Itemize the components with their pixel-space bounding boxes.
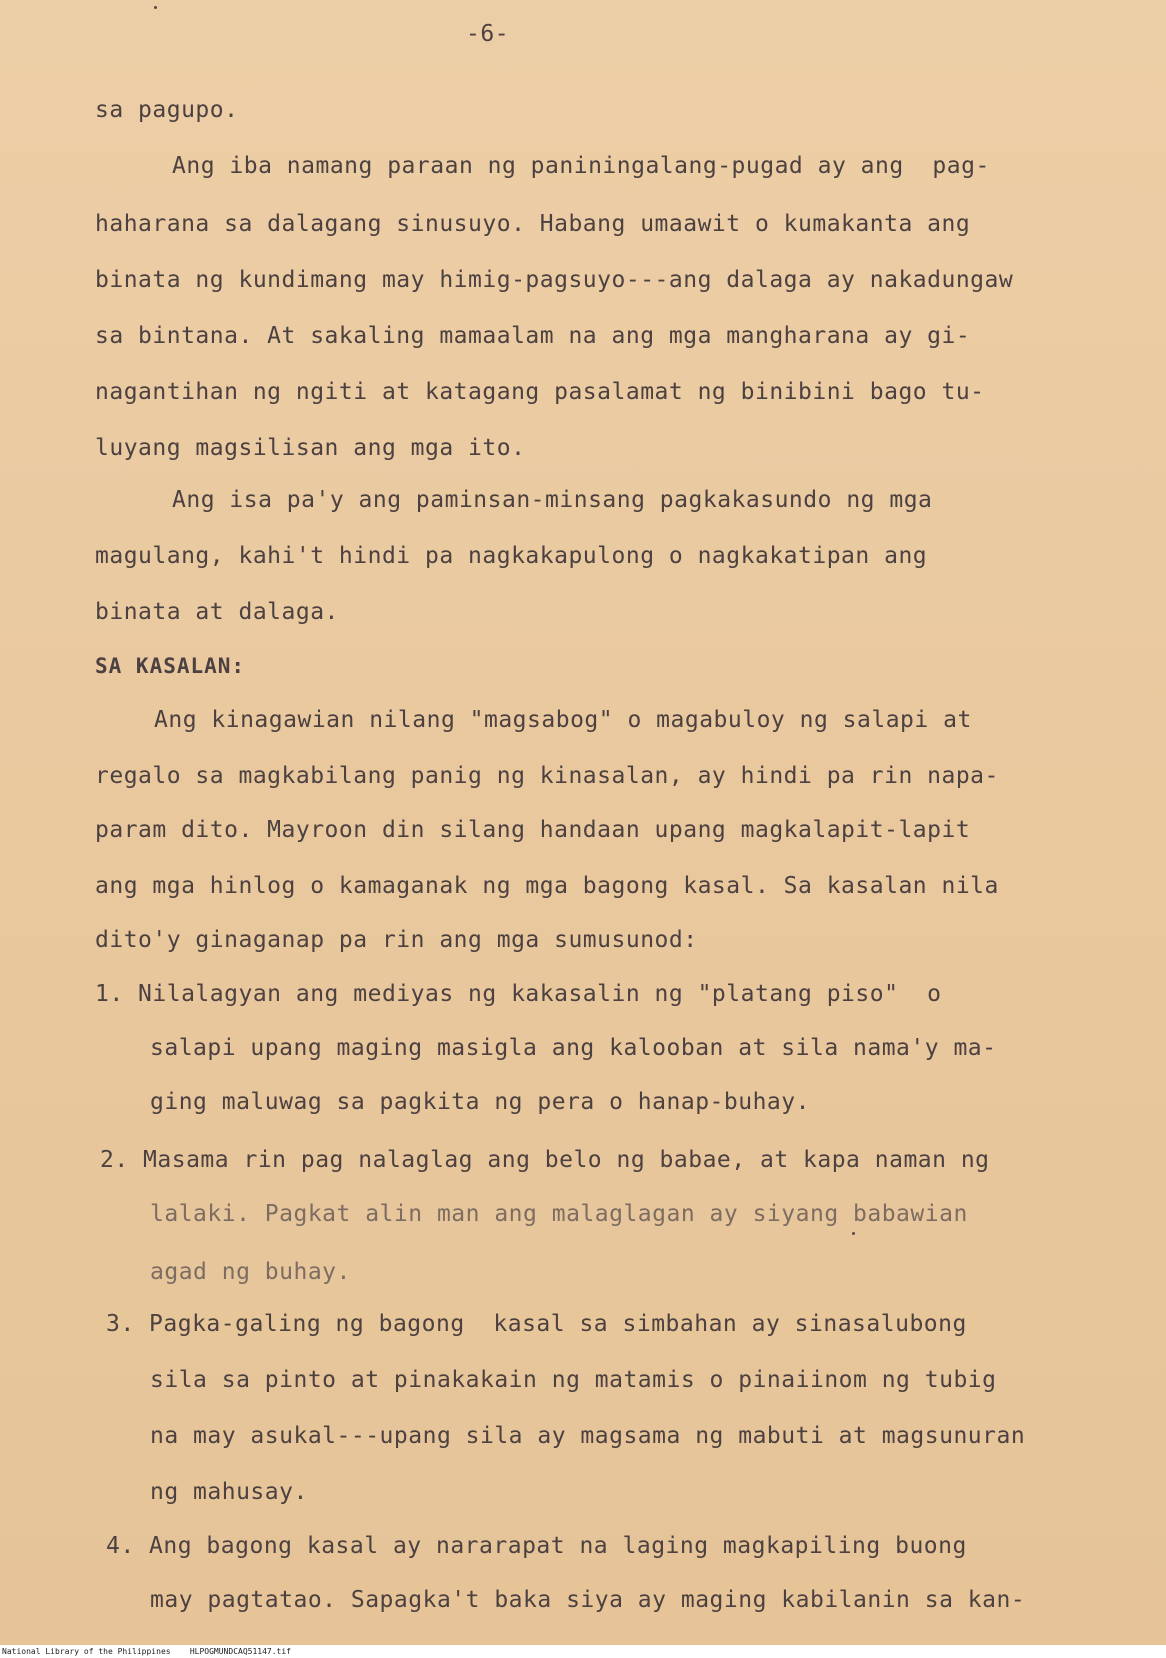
list-item-text: salapi upang maging masigla ang kalooban at sila nama'y ma- bbox=[150, 1035, 997, 1061]
text-line: ang mga hinlog o kamaganak ng mga bagong kasal. Sa kasalan nila bbox=[95, 873, 999, 899]
text-line: param dito. Mayroon din silang handaan upang magkalapit-lapit bbox=[95, 817, 971, 843]
list-item-text: agad ng buhay. bbox=[150, 1259, 351, 1285]
text-line: luyang magsilisan ang mga ito. bbox=[95, 435, 526, 461]
scan-footer: National Library of the Philippines HLPOGMUNDCAQ51147.tif bbox=[0, 1645, 1166, 1658]
list-item-text: na may asukal---upang sila ay magsama ng mabuti at magsunuran bbox=[150, 1423, 1026, 1449]
list-item-text: 1. Nilalagyan ang mediyas ng kakasalin ng "platang piso" o bbox=[95, 981, 942, 1007]
list-item-text: ging maluwag sa pagkita ng pera o hanap-buhay. bbox=[150, 1089, 810, 1115]
text-line: dito'y ginaganap pa rin ang mga sumusunod: bbox=[95, 927, 698, 953]
list-item-text: sila sa pinto at pinakakain ng matamis o pinaiinom ng tubig bbox=[150, 1367, 997, 1393]
text-line: binata ng kundimang may himig-pagsuyo---ang dalaga ay nakadungaw bbox=[95, 267, 1014, 293]
list-item-text: ng mahusay. bbox=[150, 1479, 308, 1505]
text-line: Ang iba namang paraan ng paniningalang-pugad ay ang pag- bbox=[172, 153, 990, 179]
text-line: Ang kinagawian nilang "magsabog" o magabuloy ng salapi at bbox=[154, 707, 972, 733]
paper-speck bbox=[852, 1232, 855, 1235]
list-item-text: may pagtatao. Sapagka't baka siya ay maging kabilanin sa kan- bbox=[150, 1587, 1026, 1613]
text-line: regalo sa magkabilang panig ng kinasalan, ay hindi pa rin napa- bbox=[95, 763, 999, 789]
text-line: haharana sa dalagang sinusuyo. Habang umaawit o kumakanta ang bbox=[95, 211, 971, 237]
text-line: binata at dalaga. bbox=[95, 599, 339, 625]
paper-speck bbox=[154, 6, 157, 9]
text-line: sa pagupo. bbox=[95, 97, 239, 123]
list-item-text: 2. Masama rin pag nalaglag ang belo ng babae, at kapa naman ng bbox=[100, 1147, 990, 1173]
text-line: nagantihan ng ngiti at katagang pasalamat ng binibini bago tu- bbox=[95, 379, 985, 405]
text-line: magulang, kahi't hindi pa nagkakapulong o nagkakatipan ang bbox=[95, 543, 928, 569]
list-item-text: lalaki. Pagkat alin man ang malaglagan ay siyang babawian bbox=[150, 1201, 968, 1227]
text-line: sa bintana. At sakaling mamaalam na ang mga mangharana ay gi- bbox=[95, 323, 971, 349]
page-number: -6- bbox=[466, 21, 510, 47]
text-line: Ang isa pa'y ang paminsan-minsang pagkakasundo ng mga bbox=[172, 487, 933, 513]
section-heading: SA KASALAN: bbox=[95, 654, 246, 678]
list-item-text: 3. Pagka-galing ng bagong kasal sa simbahan ay sinasalubong bbox=[106, 1311, 967, 1337]
list-item-text: 4. Ang bagong kasal ay nararapat na laging magkapiling buong bbox=[106, 1533, 967, 1559]
